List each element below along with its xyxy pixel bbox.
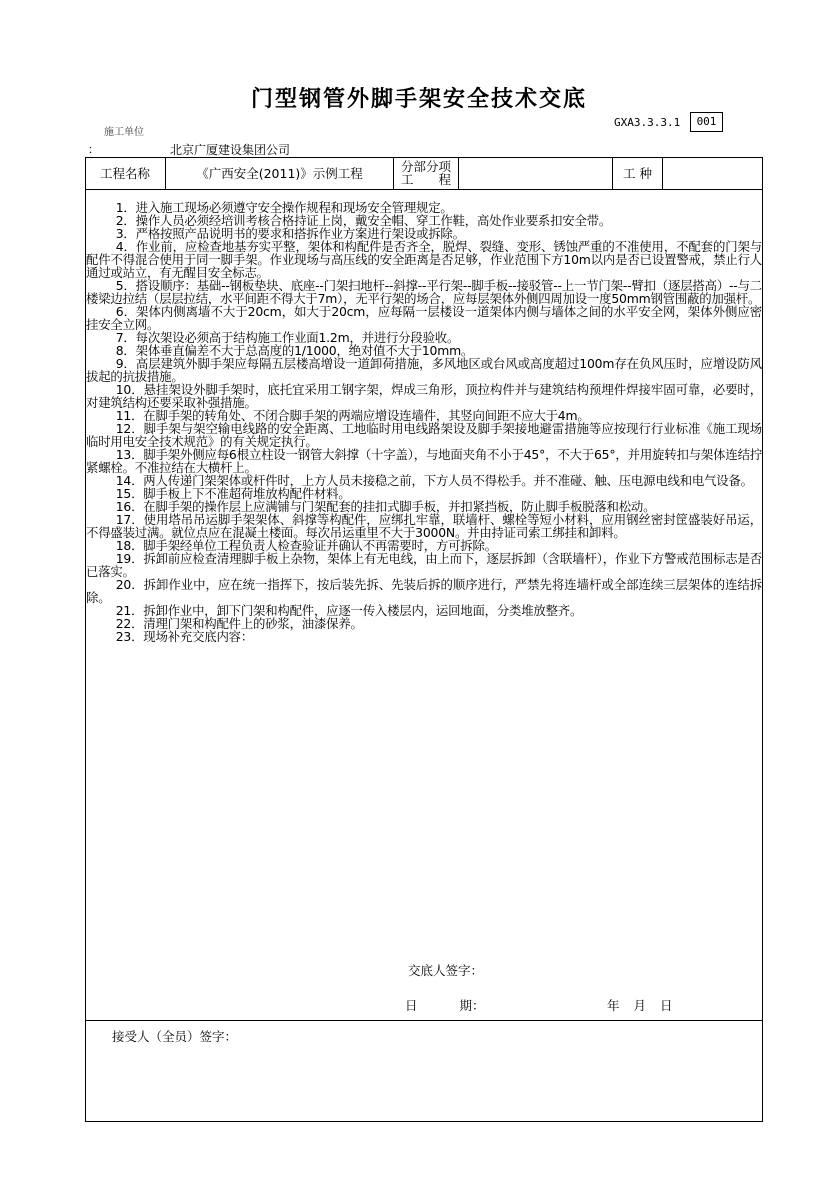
trade-label: 工 种 bbox=[613, 157, 663, 190]
item: 12．脚手架与架空输电线路的安全距离、工地临时用电线路架设及脚手架接地避雷措施等应按现行行业标准《施工现场临时用电安全技术规范》的有关规定执行。 bbox=[86, 421, 762, 449]
discloser-signature-label: 交底人签字： bbox=[408, 963, 484, 978]
item: 8．架体垂直偏差不大于总高度的1/1000，绝对值不大于10mm。 bbox=[115, 343, 474, 358]
item: 22．清理门架和构配件上的砂浆，油漆保养。 bbox=[115, 616, 363, 631]
receiver-signature-label: 接受人（全员）签字： bbox=[112, 1029, 238, 1044]
item: 13．脚手架外侧应每6根立柱设一钢管大斜撑（十字盖），与地面夹角不小于45°，不大于65°，并用旋转扣与架体连结拧紧螺栓。不准拉结在大横杆上。 bbox=[86, 447, 762, 475]
construction-unit-colon: ： bbox=[88, 143, 99, 156]
item: 5．搭设顺序：基础--钢板垫块、底座--门架扫地杆--斜撑--平行架--脚手板--接驳管--上一节门架--臂扣（逐层搭高）--与二楼梁边拉结（层层拉结，水平间距不得大于7m），无平行架的场合，应每层架体外侧四周加设一度50mm钢管围蔽的加强杆。 bbox=[86, 278, 762, 306]
construction-unit-label: 施工单位 bbox=[104, 127, 144, 138]
item: 17．使用塔吊吊运脚手架架体、斜撑等构配件，应绑扎牢靠，联墙杆、螺栓等短小材料，应用钢丝密封筐盛装好吊运，不得盛装过满。就位点应在混凝土楼面。每次吊运重里不大于3000N。并由持证司索工绑挂和卸料。 bbox=[86, 512, 762, 540]
sub-project-label-line2: 工 程 bbox=[400, 172, 451, 187]
item: 23．现场补充交底内容： bbox=[115, 629, 254, 644]
item: 9．高层建筑外脚手架应每隔五层楼高增设一道卸荷措施，多风地区或台风或高度超过100m存在负风压时，应增设防风拔起的抗拔措施。 bbox=[86, 356, 762, 384]
sub-project-label-line1: 分部分项 bbox=[400, 159, 451, 174]
page-title: 门型钢管外脚手架安全技术交底 bbox=[250, 86, 587, 112]
item: 4．作业前，应检查地基夯实平整，架体和构配件是否齐全，脱焊、裂缝、变形、锈蚀严重的不准使用，不配套的门架与配件不得混合使用于同一脚手架。作业现场与高压线的安全距离是否足够，作业范围下方10m以内是否已设置警戒，禁止行人通过或站立，有无醒目安全标志。 bbox=[86, 239, 762, 280]
item: 20．拆卸作业中，应在统一指挥下，按后装先拆、先装后拆的顺序进行，严禁先将连墙杆或全部连续三层架体的连结拆除。 bbox=[86, 577, 762, 605]
trade-value bbox=[663, 157, 762, 190]
construction-unit-value: 北京广厦建设集团公司 bbox=[170, 143, 291, 157]
form-code: GXA3.3.3.1 bbox=[614, 116, 681, 129]
item: 10．悬挂架设外脚手架时，底托宜采用工钢字架，焊成三角形，顶拉构件并与建筑结构预埋件焊接牢固可靠，必要时，对建筑结构还要采取补强措施。 bbox=[86, 382, 762, 410]
sub-project-label bbox=[394, 157, 459, 190]
item: 7．每次架设必须高于结构施工作业面1.2m，并进行分段验收。 bbox=[115, 330, 460, 345]
project-name-value: 《广西安全(2011)》示例工程 bbox=[166, 157, 394, 190]
item: 16．在脚手架的操作层上应满铺与门架配套的挂扣式脚手板，并扣紧挡板，防止脚手板脱落和松动。 bbox=[115, 499, 656, 514]
project-name-label: 工程名称 bbox=[85, 157, 166, 190]
date-label: 日 期： bbox=[405, 998, 485, 1013]
item: 18．脚手架经单位工程负责人检查验证并确认不再需要时，方可拆除。 bbox=[115, 538, 497, 553]
item: 11．在脚手架的转角处、不闭合脚手架的两端应增设连墙件，其竖向间距不应大于4m。 bbox=[115, 408, 590, 423]
item: 6．架体内侧离墙不大于20cm，如大于20cm，应每隔一层楼设一道架体内侧与墙体之间的水平安全网，架体外侧应密挂安全立网。 bbox=[86, 304, 762, 332]
item: 19．拆卸前应检查清理脚手板上杂物，架体上有无电线，由上而下，逐层拆卸（含联墙杆），作业下方警戒范围标志是否已落实。 bbox=[86, 551, 762, 579]
item: 14．两人传递门架架体或杆件时，上方人员未接稳之前，下方人员不得松手。并不准碰、触、压电源电线和电气设备。 bbox=[115, 473, 753, 488]
date-ymd: 年 月 日 bbox=[607, 998, 673, 1013]
item: 15．脚手板上下不准超荷堆放构配件材料。 bbox=[115, 486, 351, 501]
item: 1．进入施工现场必须遵守安全操作规程和现场安全管理规定。 bbox=[115, 200, 453, 215]
sub-project-value bbox=[459, 157, 613, 190]
item: 3．严格按照产品说明书的要求和搭拆作业方案进行架设或拆除。 bbox=[115, 226, 465, 241]
item: 21．拆卸作业中，卸下门架和构配件，应逐一传入楼层内，运回地面，分类堆放整齐。 bbox=[115, 603, 583, 618]
disclosure-items bbox=[86, 201, 762, 643]
form-number-box: 001 bbox=[690, 112, 723, 132]
item: 2．操作人员必须经培训考核合格持证上岗，戴安全帽、穿工作鞋，高处作业要系扣安全带。 bbox=[115, 213, 612, 228]
section-divider bbox=[85, 1020, 763, 1021]
